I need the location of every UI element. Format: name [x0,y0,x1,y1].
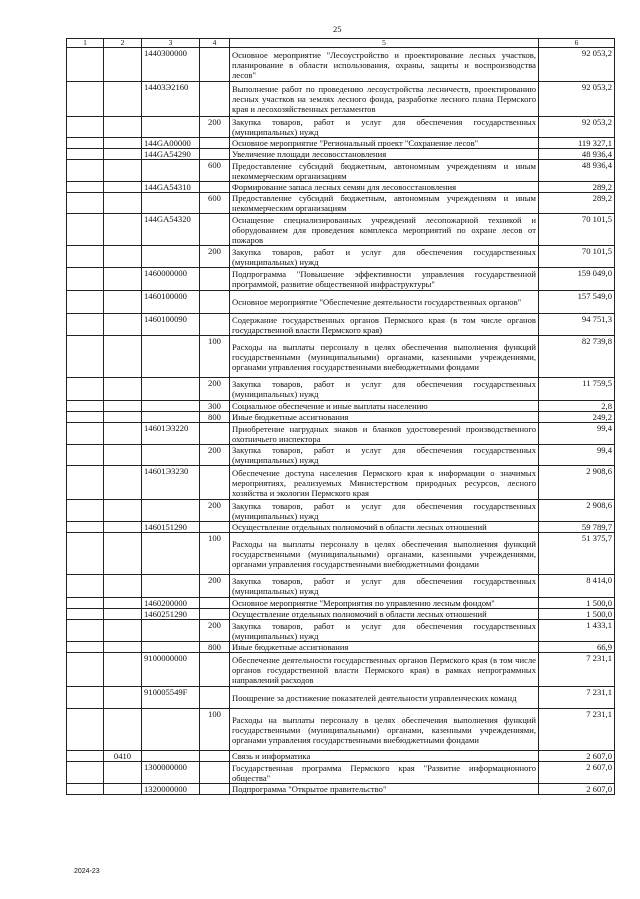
section-code-cell [104,609,142,620]
expense-type-cell: 200 [200,445,230,466]
section-code-cell [104,653,142,687]
col1-cell [67,246,104,268]
section-code-cell [104,214,142,246]
table-header [67,39,615,48]
expense-type-cell [200,291,230,314]
table-row [67,598,615,609]
amount-cell: 11 759,5 [539,378,615,401]
col1-cell [67,751,104,762]
table-row [67,609,615,620]
target-article-code-cell [142,533,200,575]
table-row [67,291,615,314]
amount-cell: 2 908,6 [539,466,615,500]
section-code-cell [104,291,142,314]
table-row [67,378,615,401]
budget-table [66,38,615,795]
col1-cell [67,642,104,653]
section-code-cell [104,193,142,214]
col1-cell [67,149,104,160]
section-code-cell [104,336,142,378]
item-name-cell: Закупка товаров, работ и услуг для обеспечения государственных (муниципальных) нужд [230,575,539,598]
expense-type-cell: 600 [200,160,230,182]
amount-cell: 157 549,0 [539,291,615,314]
target-article-code-cell: 1460000000 [142,268,200,291]
item-name-cell: Закупка товаров, работ и услуг для обеспечения государственных (муниципальных) нужд [230,378,539,401]
item-name-cell: Связь и информатика [230,751,539,762]
table-row [67,423,615,445]
col1-cell [67,423,104,445]
header-col5: 5 [230,39,539,48]
amount-cell: 92 053,2 [539,48,615,82]
expense-type-cell [200,653,230,687]
table-row [67,182,615,193]
item-name-cell: Закупка товаров, работ и услуг для обеспечения государственных (муниципальных) нужд [230,620,539,642]
expense-type-cell [200,149,230,160]
amount-cell: 2 607,0 [539,762,615,784]
item-name-cell: Закупка товаров, работ и услуг для обеспечения государственных (муниципальных) нужд [230,500,539,522]
table-row [67,575,615,598]
item-name-cell: Выполнение работ по проведению лесоустройства лесничеств, проектированию лесных участков на землях лесного фонда, разработке лесного плана Пермского края и лесохозяйственных регламентов [230,82,539,117]
item-name-cell: Иные бюджетные ассигнования [230,412,539,423]
table-row [67,784,615,795]
table-row [67,687,615,709]
amount-cell: 99,4 [539,445,615,466]
col1-cell [67,762,104,784]
section-code-cell [104,182,142,193]
page-number: 25 [333,24,342,34]
table-row [67,401,615,412]
target-article-code-cell [142,412,200,423]
expense-type-cell [200,423,230,445]
expense-type-cell [200,762,230,784]
amount-cell: 8 414,0 [539,575,615,598]
item-name-cell: Осуществление отдельных полномочий в области лесных отношений [230,522,539,533]
table-row [67,138,615,149]
expense-type-cell: 100 [200,709,230,751]
table-row [67,620,615,642]
expense-type-cell: 200 [200,117,230,138]
table-row [67,336,615,378]
section-code-cell [104,82,142,117]
table-row [67,82,615,117]
expense-type-cell: 100 [200,533,230,575]
col1-cell [67,314,104,336]
target-article-code-cell: 1460100090 [142,314,200,336]
item-name-cell: Увеличение площади лесовосстановления [230,149,539,160]
col1-cell [67,598,104,609]
expense-type-cell [200,522,230,533]
col1-cell [67,687,104,709]
amount-cell: 1 500,0 [539,598,615,609]
section-code-cell [104,149,142,160]
target-article-code-cell [142,642,200,653]
table-row [67,214,615,246]
target-article-code-cell: 144GA54290 [142,149,200,160]
amount-cell: 159 049,0 [539,268,615,291]
expense-type-cell: 200 [200,246,230,268]
col1-cell [67,533,104,575]
section-code-cell [104,268,142,291]
amount-cell: 70 101,5 [539,214,615,246]
header-col3: 3 [142,39,200,48]
section-code-cell [104,314,142,336]
table-row [67,445,615,466]
target-article-code-cell: 14601Э3220 [142,423,200,445]
amount-cell: 2,8 [539,401,615,412]
section-code-cell [104,500,142,522]
amount-cell: 51 375,7 [539,533,615,575]
amount-cell: 82 739,8 [539,336,615,378]
section-code-cell [104,620,142,642]
table-row [67,160,615,182]
item-name-cell: Основное мероприятие "Мероприятия по управлению лесным фондом" [230,598,539,609]
item-name-cell: Содержание государственных органов Пермского края (в том числе органов государственной власти Пермского края) [230,314,539,336]
target-article-code-cell: 1300000000 [142,762,200,784]
table-row [67,466,615,500]
footer-code: 2024-23 [74,868,100,875]
target-article-code-cell [142,709,200,751]
expense-type-cell [200,182,230,193]
amount-cell: 1 433,1 [539,620,615,642]
table-row [67,314,615,336]
amount-cell: 2 607,0 [539,751,615,762]
header-col2: 2 [104,39,142,48]
item-name-cell: Приобретение нагрудных знаков и бланков удостоверений производственного охотничьего инспектора [230,423,539,445]
section-code-cell [104,445,142,466]
amount-cell: 289,2 [539,182,615,193]
target-article-code-cell: 9100000000 [142,653,200,687]
section-code-cell [104,246,142,268]
expense-type-cell: 100 [200,336,230,378]
table-row [67,149,615,160]
target-article-code-cell [142,378,200,401]
section-code-cell [104,522,142,533]
section-code-cell [104,48,142,82]
item-name-cell: Обеспечение деятельности государственных органов Пермского края (в том числе органов государственной власти Пермского края) в рамках непрограммных направлений расходов [230,653,539,687]
expense-type-cell [200,48,230,82]
section-code-cell [104,117,142,138]
section-code-cell [104,784,142,795]
expense-type-cell: 200 [200,500,230,522]
table-row [67,268,615,291]
target-article-code-cell [142,193,200,214]
section-code-cell [104,401,142,412]
col1-cell [67,378,104,401]
table-row [67,533,615,575]
section-code-cell [104,642,142,653]
expense-type-cell: 800 [200,642,230,653]
table-row [67,762,615,784]
section-code-cell [104,160,142,182]
col1-cell [67,466,104,500]
table-body [67,48,615,795]
expense-type-cell: 800 [200,412,230,423]
section-code-cell [104,412,142,423]
table-row [67,709,615,751]
amount-cell: 70 101,5 [539,246,615,268]
expense-type-cell [200,751,230,762]
table-row [67,193,615,214]
amount-cell: 94 751,3 [539,314,615,336]
col1-cell [67,291,104,314]
col1-cell [67,138,104,149]
target-article-code-cell: 1320000000 [142,784,200,795]
target-article-code-cell [142,575,200,598]
target-article-code-cell [142,500,200,522]
col1-cell [67,620,104,642]
target-article-code-cell: 144GA00000 [142,138,200,149]
item-name-cell: Обеспечение доступа населения Пермского края к информации о значимых мероприятиях, реализуемых Министерством природных ресурсов, лесного хозяйства и экологии Пермского края [230,466,539,500]
expense-type-cell [200,609,230,620]
col1-cell [67,412,104,423]
item-name-cell: Расходы на выплаты персоналу в целях обеспечения выполнения функций государственными (муниципальными) органами, казенными учреждениями, органами управления государственными внебюджетными фондами [230,533,539,575]
target-article-code-cell [142,336,200,378]
target-article-code-cell [142,620,200,642]
table-row [67,500,615,522]
expense-type-cell [200,214,230,246]
target-article-code-cell [142,445,200,466]
amount-cell: 7 231,1 [539,653,615,687]
item-name-cell: Осуществление отдельных полномочий в области лесных отношений [230,609,539,620]
item-name-cell: Иные бюджетные ассигнования [230,642,539,653]
amount-cell: 7 231,1 [539,687,615,709]
expense-type-cell [200,314,230,336]
col1-cell [67,401,104,412]
item-name-cell: Основное мероприятие "Лесоустройство и проектирование лесных участков, планирование в области использования, охраны, защиты и воспроизводства лесов" [230,48,539,82]
section-code-cell [104,378,142,401]
header-row [67,39,615,48]
amount-cell: 66,9 [539,642,615,653]
section-code-cell: 0410 [104,751,142,762]
item-name-cell: Государственная программа Пермского края "Развитие информационного общества" [230,762,539,784]
table-row [67,653,615,687]
table-row [67,412,615,423]
item-name-cell: Подпрограмма "Открытое правительство" [230,784,539,795]
item-name-cell: Оснащение специализированных учреждений лесопожарной техникой и оборудованием для проведения комплекса мероприятий по охране лесов от пожаров [230,214,539,246]
target-article-code-cell: 1460200000 [142,598,200,609]
expense-type-cell [200,687,230,709]
amount-cell: 59 789,7 [539,522,615,533]
amount-cell: 92 053,2 [539,117,615,138]
col1-cell [67,336,104,378]
expense-type-cell [200,82,230,117]
header-col6: 6 [539,39,615,48]
col1-cell [67,575,104,598]
expense-type-cell [200,784,230,795]
item-name-cell: Основное мероприятие "Региональный проект "Сохранение лесов" [230,138,539,149]
target-article-code-cell: 144GA54320 [142,214,200,246]
table-row [67,48,615,82]
target-article-code-cell: 14601Э3230 [142,466,200,500]
table-row [67,751,615,762]
col1-cell [67,784,104,795]
item-name-cell: Основное мероприятие "Обеспечение деятельности государственных органов" [230,291,539,314]
expense-type-cell: 300 [200,401,230,412]
section-code-cell [104,423,142,445]
target-article-code-cell: 14403Э2160 [142,82,200,117]
target-article-code-cell [142,401,200,412]
target-article-code-cell: 1460251290 [142,609,200,620]
amount-cell: 2 607,0 [539,784,615,795]
target-article-code-cell: 144GA54310 [142,182,200,193]
col1-cell [67,182,104,193]
section-code-cell [104,533,142,575]
amount-cell: 289,2 [539,193,615,214]
header-col1: 1 [67,39,104,48]
amount-cell: 249,2 [539,412,615,423]
section-code-cell [104,709,142,751]
amount-cell: 48 936,4 [539,160,615,182]
col1-cell [67,82,104,117]
expense-type-cell: 600 [200,193,230,214]
table-row [67,522,615,533]
item-name-cell: Предоставление субсидий бюджетным, автономным учреждениям и иным некоммерческим организациям [230,193,539,214]
item-name-cell: Формирование запаса лесных семян для лесовосстановления [230,182,539,193]
target-article-code-cell: 910005549F [142,687,200,709]
expense-type-cell: 200 [200,575,230,598]
expense-type-cell [200,138,230,149]
table-row [67,117,615,138]
item-name-cell: Поощрение за достижение показателей деятельности управленческих команд [230,687,539,709]
amount-cell: 99,4 [539,423,615,445]
amount-cell: 7 231,1 [539,709,615,751]
col1-cell [67,268,104,291]
item-name-cell: Подпрограмма "Повышение эффективности управления государственной программой, развитие общественной инфраструктуры" [230,268,539,291]
expense-type-cell [200,268,230,291]
header-col4: 4 [200,39,230,48]
item-name-cell: Расходы на выплаты персоналу в целях обеспечения выполнения функций государственными (муниципальными) органами, казенными учреждениями, органами управления государственными внебюджетными фондами [230,336,539,378]
expense-type-cell [200,598,230,609]
col1-cell [67,48,104,82]
amount-cell: 119 327,1 [539,138,615,149]
target-article-code-cell [142,117,200,138]
item-name-cell: Расходы на выплаты персоналу в целях обеспечения выполнения функций государственными (муниципальными) органами, казенными учреждениями, органами управления государственными внебюджетными фондами [230,709,539,751]
target-article-code-cell [142,160,200,182]
expense-type-cell: 200 [200,378,230,401]
target-article-code-cell [142,246,200,268]
section-code-cell [104,762,142,784]
col1-cell [67,500,104,522]
item-name-cell: Закупка товаров, работ и услуг для обеспечения государственных (муниципальных) нужд [230,246,539,268]
expense-type-cell [200,466,230,500]
amount-cell: 2 908,6 [539,500,615,522]
target-article-code-cell [142,751,200,762]
col1-cell [67,193,104,214]
target-article-code-cell: 1460100000 [142,291,200,314]
target-article-code-cell: 1460151290 [142,522,200,533]
col1-cell [67,522,104,533]
section-code-cell [104,575,142,598]
target-article-code-cell: 1440300000 [142,48,200,82]
col1-cell [67,214,104,246]
col1-cell [67,709,104,751]
section-code-cell [104,466,142,500]
col1-cell [67,653,104,687]
item-name-cell: Закупка товаров, работ и услуг для обеспечения государственных (муниципальных) нужд [230,445,539,466]
section-code-cell [104,598,142,609]
col1-cell [67,160,104,182]
section-code-cell [104,138,142,149]
section-code-cell [104,687,142,709]
expense-type-cell: 200 [200,620,230,642]
table-row [67,642,615,653]
item-name-cell: Предоставление субсидий бюджетным, автономным учреждениям и иным некоммерческим организациям [230,160,539,182]
col1-cell [67,117,104,138]
col1-cell [67,609,104,620]
item-name-cell: Социальное обеспечение и иные выплаты населению [230,401,539,412]
col1-cell [67,445,104,466]
amount-cell: 92 053,2 [539,82,615,117]
amount-cell: 1 500,0 [539,609,615,620]
table-row [67,246,615,268]
amount-cell: 48 936,4 [539,149,615,160]
item-name-cell: Закупка товаров, работ и услуг для обеспечения государственных (муниципальных) нужд [230,117,539,138]
